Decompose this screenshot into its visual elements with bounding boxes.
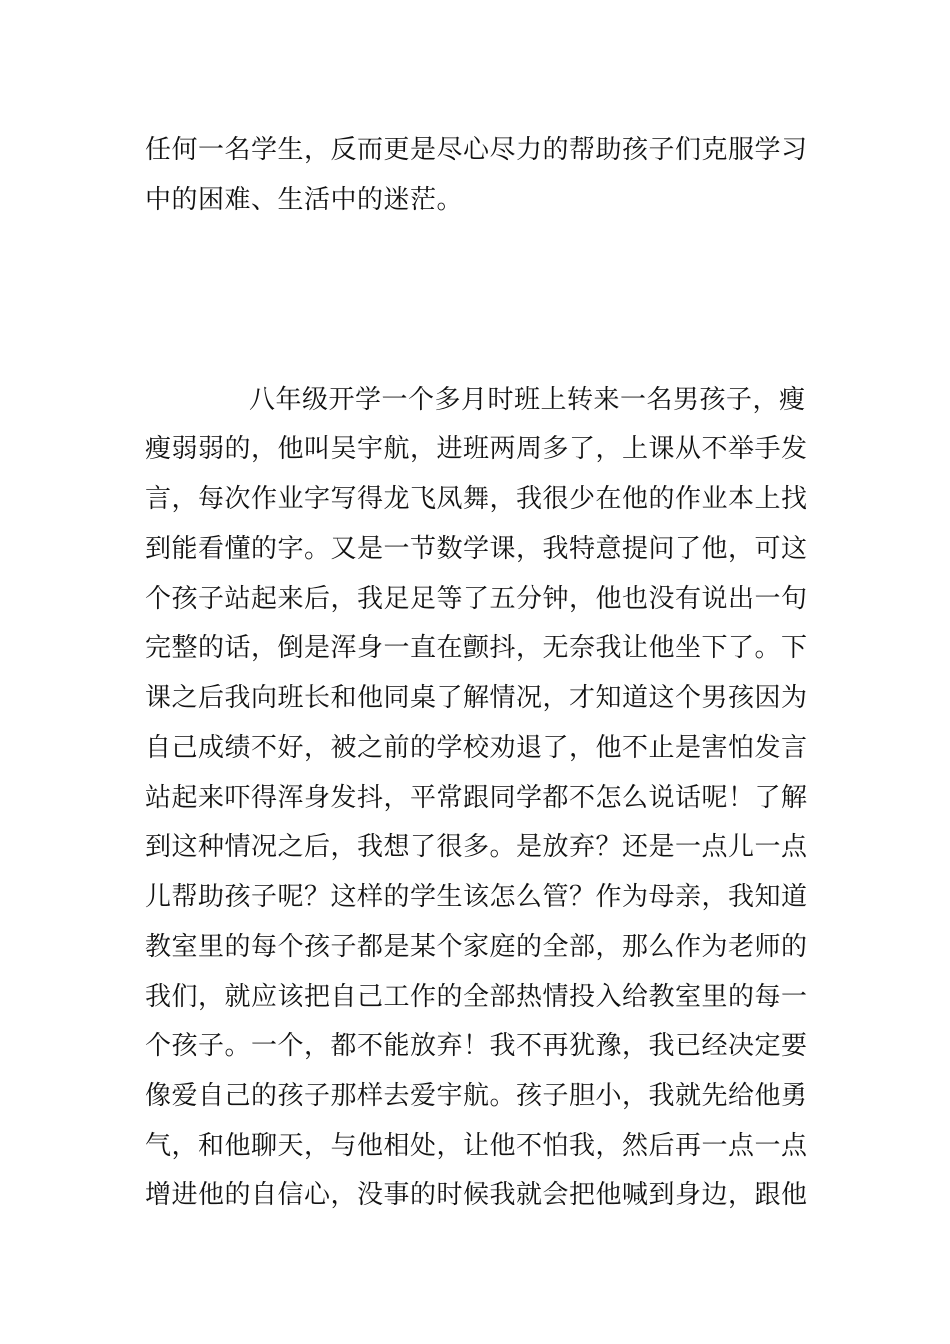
- text-line: 完整的话，倒是浑身一直在颤抖，无奈我让他坐下了。下: [145, 633, 808, 663]
- text-line: 站起来吓得浑身发抖，平常跟同学都不怎么说话呢！了解: [145, 783, 808, 813]
- text-line: 课之后我向班长和他同桌了解情况，才知道这个男孩因为: [145, 683, 808, 713]
- text-line: 我们，就应该把自己工作的全部热情投入给教室里的每一: [145, 982, 808, 1012]
- text-line: 个孩子。一个，都不能放弃！我不再犹豫，我已经决定要: [145, 1031, 808, 1061]
- text-line: 任何一名学生，反而更是尽心尽力的帮助孩子们克服学习: [145, 135, 808, 165]
- text-line: 气，和他聊天，与他相处，让他不怕我，然后再一点一点: [145, 1131, 808, 1161]
- text-line: 个孩子站起来后，我足足等了五分钟，他也没有说出一句: [145, 584, 808, 614]
- text-line: 到这种情况之后，我想了很多。是放弃？还是一点儿一点: [145, 832, 808, 862]
- text-line: 到能看懂的字。又是一节数学课，我特意提问了他，可这: [145, 534, 808, 564]
- text-line: 瘦弱弱的，他叫吴宇航，进班两周多了，上课从不举手发: [145, 434, 808, 464]
- text-line: 八年级开学一个多月时班上转来一名男孩子，瘦: [249, 385, 806, 415]
- text-line: 增进他的自信心，没事的时候我就会把他喊到身边，跟他: [145, 1180, 808, 1210]
- text-line: 教室里的每个孩子都是某个家庭的全部，那么作为老师的: [145, 932, 808, 962]
- text-line: 言，每次作业字写得龙飞凤舞，我很少在他的作业本上找: [145, 484, 808, 514]
- text-line: 自己成绩不好，被之前的学校劝退了，他不止是害怕发言: [145, 733, 808, 763]
- text-line: 像爱自己的孩子那样去爱宇航。孩子胆小，我就先给他勇: [145, 1081, 808, 1111]
- text-line: 中的困难、生活中的迷茫。: [145, 185, 464, 215]
- text-line: 儿帮助孩子呢？这样的学生该怎么管？作为母亲，我知道: [145, 882, 808, 912]
